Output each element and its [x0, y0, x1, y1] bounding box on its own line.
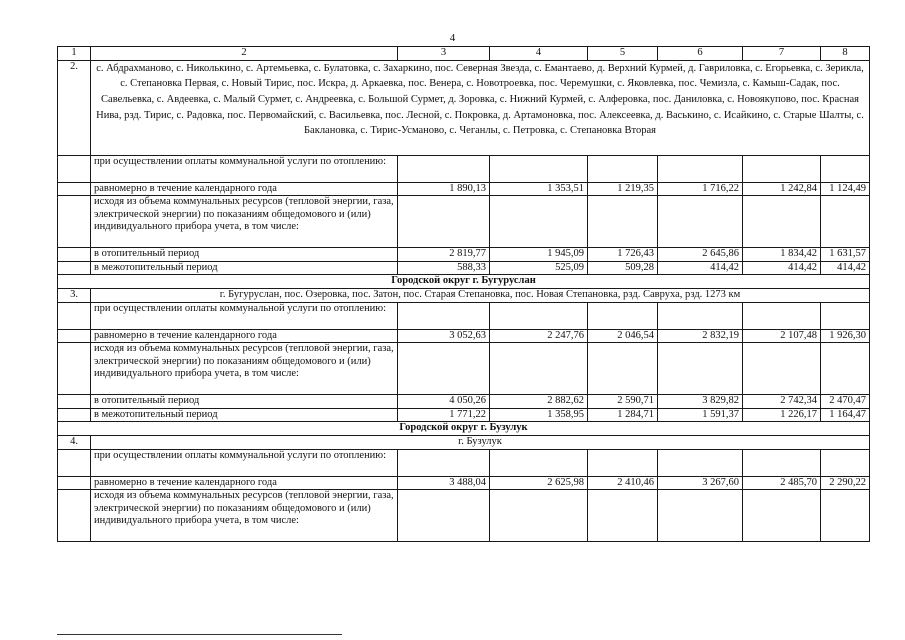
empty-cell	[398, 449, 490, 476]
payment-heading-row	[58, 449, 870, 476]
heating-period-row	[58, 395, 870, 409]
heating-label: в отопительный период	[91, 248, 398, 262]
empty-cell	[490, 343, 588, 395]
value-cell: 1 219,35	[588, 182, 658, 196]
places-list: г. Бузулук	[91, 435, 870, 449]
value-cell: 1 124,49	[821, 182, 870, 196]
places-row	[58, 435, 870, 449]
empty-cell	[743, 490, 821, 542]
empty-cell	[588, 490, 658, 542]
empty-cell	[821, 302, 870, 329]
column-number: 8	[821, 47, 870, 61]
empty-cell	[588, 155, 658, 182]
empty-cell	[821, 490, 870, 542]
empty-cell	[658, 343, 743, 395]
row-number: 4.	[58, 435, 91, 449]
payment-heading: при осуществлении оплаты коммунальной услуги по отоплению:	[91, 155, 398, 182]
heating-label: в отопительный период	[91, 395, 398, 409]
uniform-label: равномерно в течение календарного года	[91, 182, 398, 196]
empty-cell	[588, 449, 658, 476]
value-cell: 1 945,09	[490, 248, 588, 262]
empty-cell	[743, 196, 821, 248]
value-cell: 1 631,57	[821, 248, 870, 262]
value-cell: 2 046,54	[588, 329, 658, 343]
value-cell: 2 645,86	[658, 248, 743, 262]
volume-heading: исходя из объема коммунальных ресурсов (тепловой энергии, газа, электрической энергии) по показаниям общедомового и (или) индивидуального прибора учета, в том числе:	[91, 490, 398, 542]
value-cell: 2 625,98	[490, 476, 588, 490]
value-cell: 2 290,22	[821, 476, 870, 490]
empty-cell	[588, 196, 658, 248]
empty-cell	[658, 196, 743, 248]
volume-heading: исходя из объема коммунальных ресурсов (тепловой энергии, газа, электрической энергии) по показаниям общедомового и (или) индивидуального прибора учета, в том числе:	[91, 196, 398, 248]
value-cell: 1 226,17	[743, 408, 821, 422]
value-cell: 1 716,22	[658, 182, 743, 196]
value-cell: 3 267,60	[658, 476, 743, 490]
section-row	[58, 275, 870, 289]
value-cell: 1 926,30	[821, 329, 870, 343]
empty-cell	[58, 248, 91, 262]
empty-cell	[658, 302, 743, 329]
column-number: 4	[490, 47, 588, 61]
tariff-table	[57, 46, 870, 542]
column-number: 6	[658, 47, 743, 61]
empty-cell	[398, 196, 490, 248]
value-cell: 525,09	[490, 261, 588, 275]
value-cell: 1 591,37	[658, 408, 743, 422]
section-title: Городской округ г. Бузулук	[58, 422, 870, 436]
page-number: 4	[449, 32, 456, 44]
value-cell: 1 771,22	[398, 408, 490, 422]
empty-cell	[658, 449, 743, 476]
value-cell: 2 819,77	[398, 248, 490, 262]
empty-cell	[58, 343, 91, 395]
empty-cell	[490, 490, 588, 542]
column-number: 3	[398, 47, 490, 61]
column-number: 5	[588, 47, 658, 61]
value-cell: 509,28	[588, 261, 658, 275]
column-number: 7	[743, 47, 821, 61]
volume-heading-row	[58, 490, 870, 542]
value-cell: 2 590,71	[588, 395, 658, 409]
empty-cell	[490, 449, 588, 476]
value-cell: 414,42	[658, 261, 743, 275]
empty-cell	[821, 196, 870, 248]
value-cell: 4 050,26	[398, 395, 490, 409]
value-cell: 2 485,70	[743, 476, 821, 490]
uniform-payment-row	[58, 182, 870, 196]
uniform-label: равномерно в течение календарного года	[91, 476, 398, 490]
value-cell: 1 726,43	[588, 248, 658, 262]
empty-cell	[58, 155, 91, 182]
value-cell: 3 488,04	[398, 476, 490, 490]
value-cell: 2 247,76	[490, 329, 588, 343]
value-cell: 1 242,84	[743, 182, 821, 196]
offseason-period-row	[58, 261, 870, 275]
empty-cell	[743, 343, 821, 395]
value-cell: 1 353,51	[490, 182, 588, 196]
empty-cell	[658, 490, 743, 542]
value-cell: 2 410,46	[588, 476, 658, 490]
empty-cell	[58, 302, 91, 329]
empty-cell	[821, 449, 870, 476]
empty-cell	[743, 449, 821, 476]
empty-cell	[58, 408, 91, 422]
value-cell: 1 358,95	[490, 408, 588, 422]
payment-heading: при осуществлении оплаты коммунальной услуги по отоплению:	[91, 302, 398, 329]
heating-period-row	[58, 248, 870, 262]
empty-cell	[743, 302, 821, 329]
empty-cell	[658, 155, 743, 182]
empty-cell	[821, 155, 870, 182]
empty-cell	[58, 196, 91, 248]
empty-cell	[58, 261, 91, 275]
uniform-payment-row	[58, 476, 870, 490]
empty-cell	[743, 155, 821, 182]
volume-heading-row	[58, 343, 870, 395]
column-number: 2	[91, 47, 398, 61]
value-cell: 1 890,13	[398, 182, 490, 196]
value-cell: 2 742,34	[743, 395, 821, 409]
value-cell: 2 882,62	[490, 395, 588, 409]
value-cell: 414,42	[743, 261, 821, 275]
value-cell: 588,33	[398, 261, 490, 275]
value-cell: 2 470,47	[821, 395, 870, 409]
empty-cell	[398, 490, 490, 542]
payment-heading: при осуществлении оплаты коммунальной услуги по отоплению:	[91, 449, 398, 476]
empty-cell	[58, 182, 91, 196]
empty-cell	[821, 343, 870, 395]
places-list: г. Бугуруслан, пос. Озеровка, пос. Затон, пос. Старая Степановка, пос. Новая Степановка, рзд. Савруха, рзд. 1273 км	[91, 288, 870, 302]
empty-cell	[588, 343, 658, 395]
empty-cell	[58, 395, 91, 409]
empty-cell	[58, 329, 91, 343]
value-cell: 2 107,48	[743, 329, 821, 343]
footnote-rule	[57, 634, 342, 635]
empty-cell	[58, 490, 91, 542]
offseason-label: в межотопительный период	[91, 408, 398, 422]
column-number-row	[58, 47, 870, 61]
volume-heading-row	[58, 196, 870, 248]
places-row	[58, 60, 870, 155]
row-number: 3.	[58, 288, 91, 302]
empty-cell	[398, 343, 490, 395]
column-number: 1	[58, 47, 91, 61]
empty-cell	[398, 155, 490, 182]
empty-cell	[490, 302, 588, 329]
value-cell: 3 052,63	[398, 329, 490, 343]
volume-heading: исходя из объема коммунальных ресурсов (тепловой энергии, газа, электрической энергии) по показаниям общедомового и (или) индивидуального прибора учета, в том числе:	[91, 343, 398, 395]
empty-cell	[588, 302, 658, 329]
row-number: 2.	[58, 60, 91, 155]
empty-cell	[490, 155, 588, 182]
value-cell: 3 829,82	[658, 395, 743, 409]
value-cell: 1 284,71	[588, 408, 658, 422]
section-row	[58, 422, 870, 436]
places-row	[58, 288, 870, 302]
places-list: с. Абдрахманово, с. Николькино, с. Артемьевка, с. Булатовка, с. Захаркино, пос. Северная Звезда, с. Емантаево, д. Верхний Курмей, д. Гавриловка, с. Егорьевка, с. Зерикла, с. Степановка Первая, с. Новый Тирис, пос. Искра, д. Аркаевка, пос. Венера, с. Новотроевка, пос. Черемушки, с. Яковлевка, пос. Чемизла, с. Камыш-Садак, пос. Савельевка, с. Авдеевка, с. Малый Сурмет, с. Андреевка, с. Большой Сурмет, д. Зоровка, с. Нижний Курмей, с. Алферовка, пос. Даниловка, с. Новоякупово, пос. Красная Нива, рзд. Тирис, с. Радовка, пос. Первомайский, с. Васильевка, пос. Лесной, с. Покровка, д. Артамоновка, пос. Алексеевка, д. Васькино, с. Исайкино, с. Старые Шалты, с. Баклановка, с. Тирис-Усманово, с. Чеганлы, с. Петровка, с. Степановка Вторая	[91, 60, 870, 155]
value-cell: 414,42	[821, 261, 870, 275]
value-cell: 1 164,47	[821, 408, 870, 422]
section-title: Городской округ г. Бугуруслан	[58, 275, 870, 289]
value-cell: 2 832,19	[658, 329, 743, 343]
value-cell: 1 834,42	[743, 248, 821, 262]
payment-heading-row	[58, 155, 870, 182]
empty-cell	[398, 302, 490, 329]
uniform-payment-row	[58, 329, 870, 343]
offseason-label: в межотопительный период	[91, 261, 398, 275]
empty-cell	[58, 449, 91, 476]
uniform-label: равномерно в течение календарного года	[91, 329, 398, 343]
empty-cell	[490, 196, 588, 248]
payment-heading-row	[58, 302, 870, 329]
offseason-period-row	[58, 408, 870, 422]
empty-cell	[58, 476, 91, 490]
